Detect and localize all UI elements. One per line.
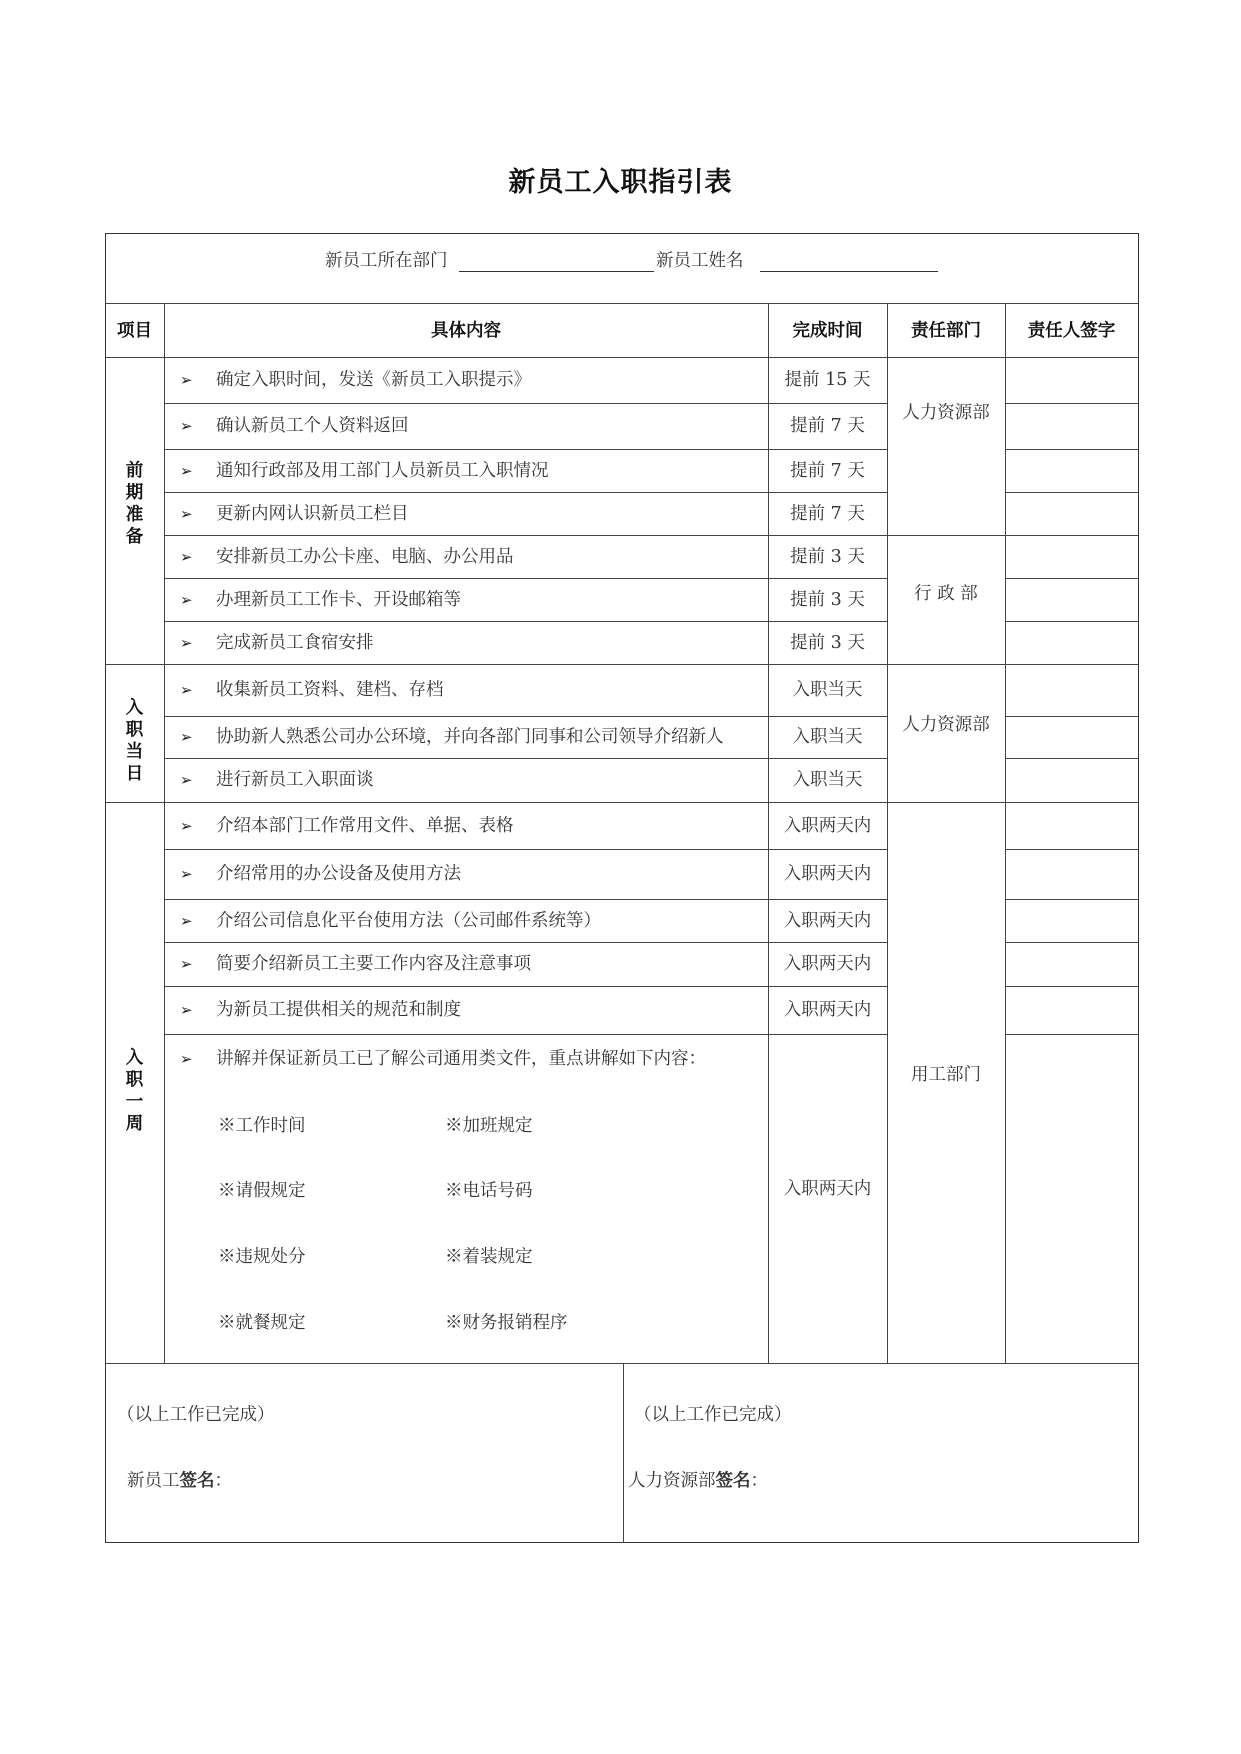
signature-cell[interactable] [1007,537,1136,576]
grid-line [1005,664,1138,665]
row-time: 提前 3 天 [790,547,865,567]
grid-line [164,535,887,536]
signature-cell[interactable] [1007,718,1136,756]
signature-cell[interactable] [1007,623,1136,662]
grid-line [164,303,165,1363]
grid-line [1005,899,1138,900]
bullet-arrow-icon: ➢ [180,462,193,480]
policy-item: ※电话号码 [445,1181,533,1201]
row-content: 通知行政部及用工部门人员新员工入职情况 [216,461,549,481]
header-time: 完成时间 [792,321,863,341]
signature-cell[interactable] [1007,804,1136,847]
grid-line [164,849,887,850]
row-time: 入职两天内 [783,1000,872,1020]
responsible-dept: 用工部门 [911,1065,981,1085]
grid-line [1005,303,1006,1363]
grid-line [164,403,887,404]
grid-line [1005,578,1138,579]
grid-line [1005,758,1138,759]
header-dept: 责任部门 [911,321,981,341]
row-content: 协助新人熟悉公司办公环境，并向各部门同事和公司领导介绍新人 [216,727,724,747]
row-content: 讲解并保证新员工已了解公司通用类文件，重点讲解如下内容： [216,1049,706,1069]
policy-item: ※请假规定 [218,1181,306,1201]
signature-cell[interactable] [1007,666,1136,714]
policy-item: ※着装规定 [445,1247,533,1267]
hr-signature[interactable] [628,1470,768,1492]
signature-cell[interactable] [1007,405,1136,447]
bullet-arrow-icon: ➢ [180,417,193,435]
responsible-dept: 人力资源部 [902,403,990,423]
row-content: 确认新员工个人资料返回 [216,416,409,436]
row-time: 入职当天 [792,770,863,790]
row-time: 入职当天 [792,727,863,747]
row-content: 完成新员工食宿安排 [216,633,374,653]
row-content: 收集新员工资料、建档、存档 [216,680,444,700]
grid-line [887,664,1005,665]
sign-prefix: 人力资源部 [628,1471,716,1491]
bullet-arrow-icon: ➢ [180,591,193,609]
row-time: 入职两天内 [783,1179,872,1199]
row-time: 提前 15 天 [784,370,871,390]
row-time: 提前 3 天 [790,633,865,653]
row-time: 提前 3 天 [790,590,865,610]
sign-colon: ： [750,1471,768,1491]
grid-line [164,1034,887,1035]
bullet-arrow-icon: ➢ [180,771,193,789]
grid-line [1005,535,1138,536]
section-label: 入职一周 [125,1048,144,1134]
grid-line [1005,403,1138,404]
row-content: 介绍常用的办公设备及使用方法 [216,864,461,884]
signature-cell[interactable] [1007,494,1136,533]
row-content: 进行新员工入职面谈 [216,770,374,790]
grid-line [164,492,887,493]
dept-label: 新员工所在部门 [325,251,448,271]
grid-line [164,578,887,579]
policy-item: ※财务报销程序 [445,1313,568,1333]
bullet-arrow-icon: ➢ [180,817,193,835]
responsible-dept: 行 政 部 [914,584,978,604]
grid-line [1005,986,1138,987]
sign-label: 签名 [715,1471,751,1491]
signature-cell[interactable] [1007,760,1136,800]
row-content: 为新员工提供相关的规范和制度 [216,1000,461,1020]
grid-line [164,664,887,665]
grid-line [623,1363,624,1543]
grid-line [164,758,887,759]
bullet-arrow-icon: ➢ [180,505,193,523]
row-content: 介绍本部门工作常用文件、单据、表格 [216,816,514,836]
signature-cell[interactable] [1007,901,1136,940]
completion-note: （以上工作已完成） [117,1405,275,1425]
row-time: 入职两天内 [783,864,872,884]
grid-line [887,802,1005,803]
header-signature: 责任人签字 [1027,321,1116,341]
signature-cell[interactable] [1007,944,1136,984]
grid-line [1005,1034,1138,1035]
row-content: 安排新员工办公卡座、电脑、办公用品 [216,547,514,567]
section-label: 前期准备 [125,461,144,547]
header-item: 项目 [117,321,152,341]
grid-line [105,1363,1138,1364]
row-content: 简要介绍新员工主要工作内容及注意事项 [216,954,531,974]
bullet-arrow-icon: ➢ [180,1050,193,1068]
policy-item: ※违规处分 [218,1247,306,1267]
row-content: 办理新员工工作卡、开设邮箱等 [216,590,461,610]
signature-cell[interactable] [1007,851,1136,897]
grid-line [1005,849,1138,850]
grid-line [1005,942,1138,943]
sign-label: 签名 [179,1471,215,1491]
grid-line [1005,449,1138,450]
grid-line [1005,621,1138,622]
grid-line [1005,716,1138,717]
responsible-dept: 人力资源部 [902,715,990,735]
bullet-arrow-icon: ➢ [180,912,193,930]
row-time: 入职当天 [792,680,863,700]
grid-line [1005,802,1138,803]
grid-line [164,899,887,900]
policy-item: ※就餐规定 [218,1313,306,1333]
grid-line [164,449,887,450]
grid-line [164,621,887,622]
grid-line [164,802,887,803]
completion-note: （以上工作已完成） [634,1405,792,1425]
bullet-arrow-icon: ➢ [180,955,193,973]
grid-line [164,716,887,717]
row-content: 确定入职时间，发送《新员工入职提示》 [216,370,531,390]
row-time: 提前 7 天 [790,461,865,481]
bullet-arrow-icon: ➢ [180,1001,193,1019]
policy-item: ※工作时间 [218,1116,306,1136]
signature-cell[interactable] [1007,580,1136,619]
policy-item: ※加班规定 [445,1116,533,1136]
grid-line [887,535,1005,536]
new-employee-signature[interactable] [127,1470,232,1492]
row-content: 更新内网认识新员工栏目 [216,504,409,524]
row-time: 入职两天内 [783,911,872,931]
name-label: 新员工姓名 [656,251,744,271]
grid-line [1005,492,1138,493]
bullet-arrow-icon: ➢ [180,865,193,883]
sign-prefix: 新员工 [127,1471,180,1491]
signature-cell[interactable] [1007,1036,1136,1361]
section-label: 入职当日 [125,698,144,784]
row-content: 介绍公司信息化平台使用方法（公司邮件系统等） [216,911,601,931]
bullet-arrow-icon: ➢ [180,548,193,566]
signature-cell[interactable] [1007,451,1136,490]
signature-cell[interactable] [1007,988,1136,1032]
grid-line [105,357,1138,358]
grid-line [887,303,888,1363]
page-title: 新员工入职指引表 [508,167,733,198]
row-time: 提前 7 天 [790,416,865,436]
grid-line [105,664,164,665]
bullet-arrow-icon: ➢ [180,634,193,652]
grid-line [105,303,1138,304]
bullet-arrow-icon: ➢ [180,728,193,746]
bullet-arrow-icon: ➢ [180,371,193,389]
signature-cell[interactable] [1007,359,1136,401]
row-time: 入职两天内 [783,954,872,974]
name-input[interactable] [760,271,938,272]
sign-colon: ： [214,1471,232,1491]
header-content: 具体内容 [431,321,501,341]
bullet-arrow-icon: ➢ [180,681,193,699]
grid-line [105,802,164,803]
grid-line [164,942,887,943]
row-time: 提前 7 天 [790,504,865,524]
grid-line [164,986,887,987]
dept-input[interactable] [459,271,654,272]
row-time: 入职两天内 [783,816,872,836]
